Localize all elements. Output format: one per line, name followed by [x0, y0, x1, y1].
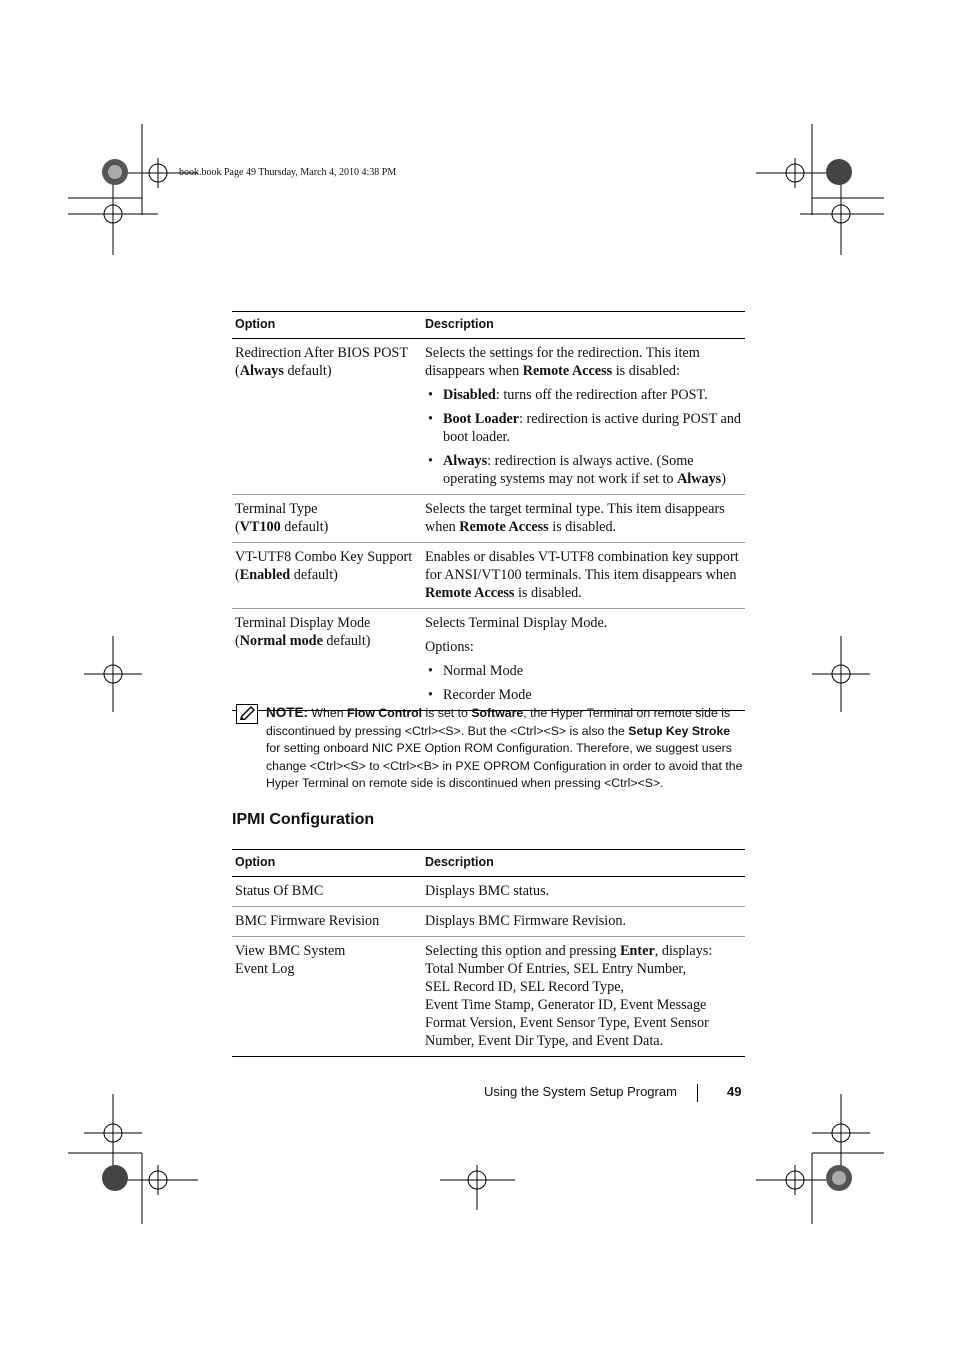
option-cell: View BMC System Event Log [232, 937, 422, 1057]
table-row [232, 907, 745, 937]
option-cell: VT-UTF8 Combo Key Support (Enabled default) [232, 543, 422, 609]
bullet-list [425, 662, 742, 704]
option-cell: Terminal Display Mode (Normal mode default) [232, 609, 422, 711]
option-default: Always [239, 363, 284, 379]
footer-section-name: Using the System Setup Program [484, 1084, 677, 1099]
table-header-row [232, 850, 745, 877]
table-header-row [232, 312, 745, 339]
note-text: NOTE: When Flow Control is set to Software, the Hyper Terminal on remote side is discontinued by pressing <Ctrl><S>. But the <Ctrl><S> is also the Setup Key Stroke for setting onboard NIC PXE Option ROM Configuration. Therefore, we suggest users change <Ctrl><S> to <Ctrl><B> in PXE OPROM Configuration in order to avoid that the Hyper Terminal on remote side is discontinued when pressing <Ctrl><S>. [266, 705, 743, 791]
description-cell: Displays BMC status. [422, 877, 745, 907]
table-row [232, 339, 745, 495]
column-header-option: Option [232, 312, 422, 339]
column-header-description: Description [422, 312, 745, 339]
pencil-note-icon [236, 704, 258, 724]
list-item: • Normal Mode [425, 662, 742, 680]
description-cell: Selects the settings for the redirection. This item disappears when Remote Access is disabled: • Disabled: turns off the redirection after POST. • Boot Loader: redirection is active during POST and boot loader. • Always: redirection is always active. (Some operating systems may not work if set to Always) [422, 339, 745, 495]
column-header-description: Description [422, 850, 745, 877]
bullet-list [425, 386, 742, 488]
description-cell: Selecting this option and pressing Enter, displays: Total Number Of Entries, SEL Entry Number, SEL Record ID, SEL Record Type, Event Time Stamp, Generator ID, Event Message Format Version, Event Sensor Type, Event Sensor Number, Event Dir Type, and Event Data. [422, 937, 745, 1057]
print-slug: book.book Page 49 Thursday, March 4, 2010 4:38 PM [179, 167, 397, 178]
list-item: • Always: redirection is always active. (Some operating systems may not work if set to Always) [425, 452, 742, 488]
note-label: NOTE: [266, 705, 308, 720]
table-row [232, 495, 745, 543]
description-cell: Enables or disables VT-UTF8 combination key support for ANSI/VT100 terminals. This item disappears when Remote Access is disabled. [422, 543, 745, 609]
table-row [232, 609, 745, 711]
footer-divider [697, 1084, 698, 1102]
option-cell: Status Of BMC [232, 877, 422, 907]
serial-redirection-table [232, 311, 745, 711]
table-row [232, 543, 745, 609]
section-heading: IPMI Configuration [232, 811, 375, 828]
ipmi-configuration-table [232, 849, 745, 1057]
description-cell: Selects the target terminal type. This item disappears when Remote Access is disabled. [422, 495, 745, 543]
description-cell: Displays BMC Firmware Revision. [422, 907, 745, 937]
page-number: 49 [727, 1084, 742, 1099]
option-name: Redirection After BIOS POST [235, 345, 408, 361]
option-cell: Terminal Type (VT100 default) [232, 495, 422, 543]
column-header-option: Option [232, 850, 422, 877]
table-row [232, 937, 745, 1057]
list-item: • Disabled: turns off the redirection after POST. [425, 386, 742, 404]
option-cell: BMC Firmware Revision [232, 907, 422, 937]
table-row [232, 877, 745, 907]
list-item: • Boot Loader: redirection is active during POST and boot loader. [425, 410, 742, 446]
description-cell: Selects Terminal Display Mode. Options: • Normal Mode • Recorder Mode [422, 609, 745, 711]
list-item: • Recorder Mode [425, 686, 742, 704]
option-cell: Redirection After BIOS POST (Always default) [232, 339, 422, 495]
